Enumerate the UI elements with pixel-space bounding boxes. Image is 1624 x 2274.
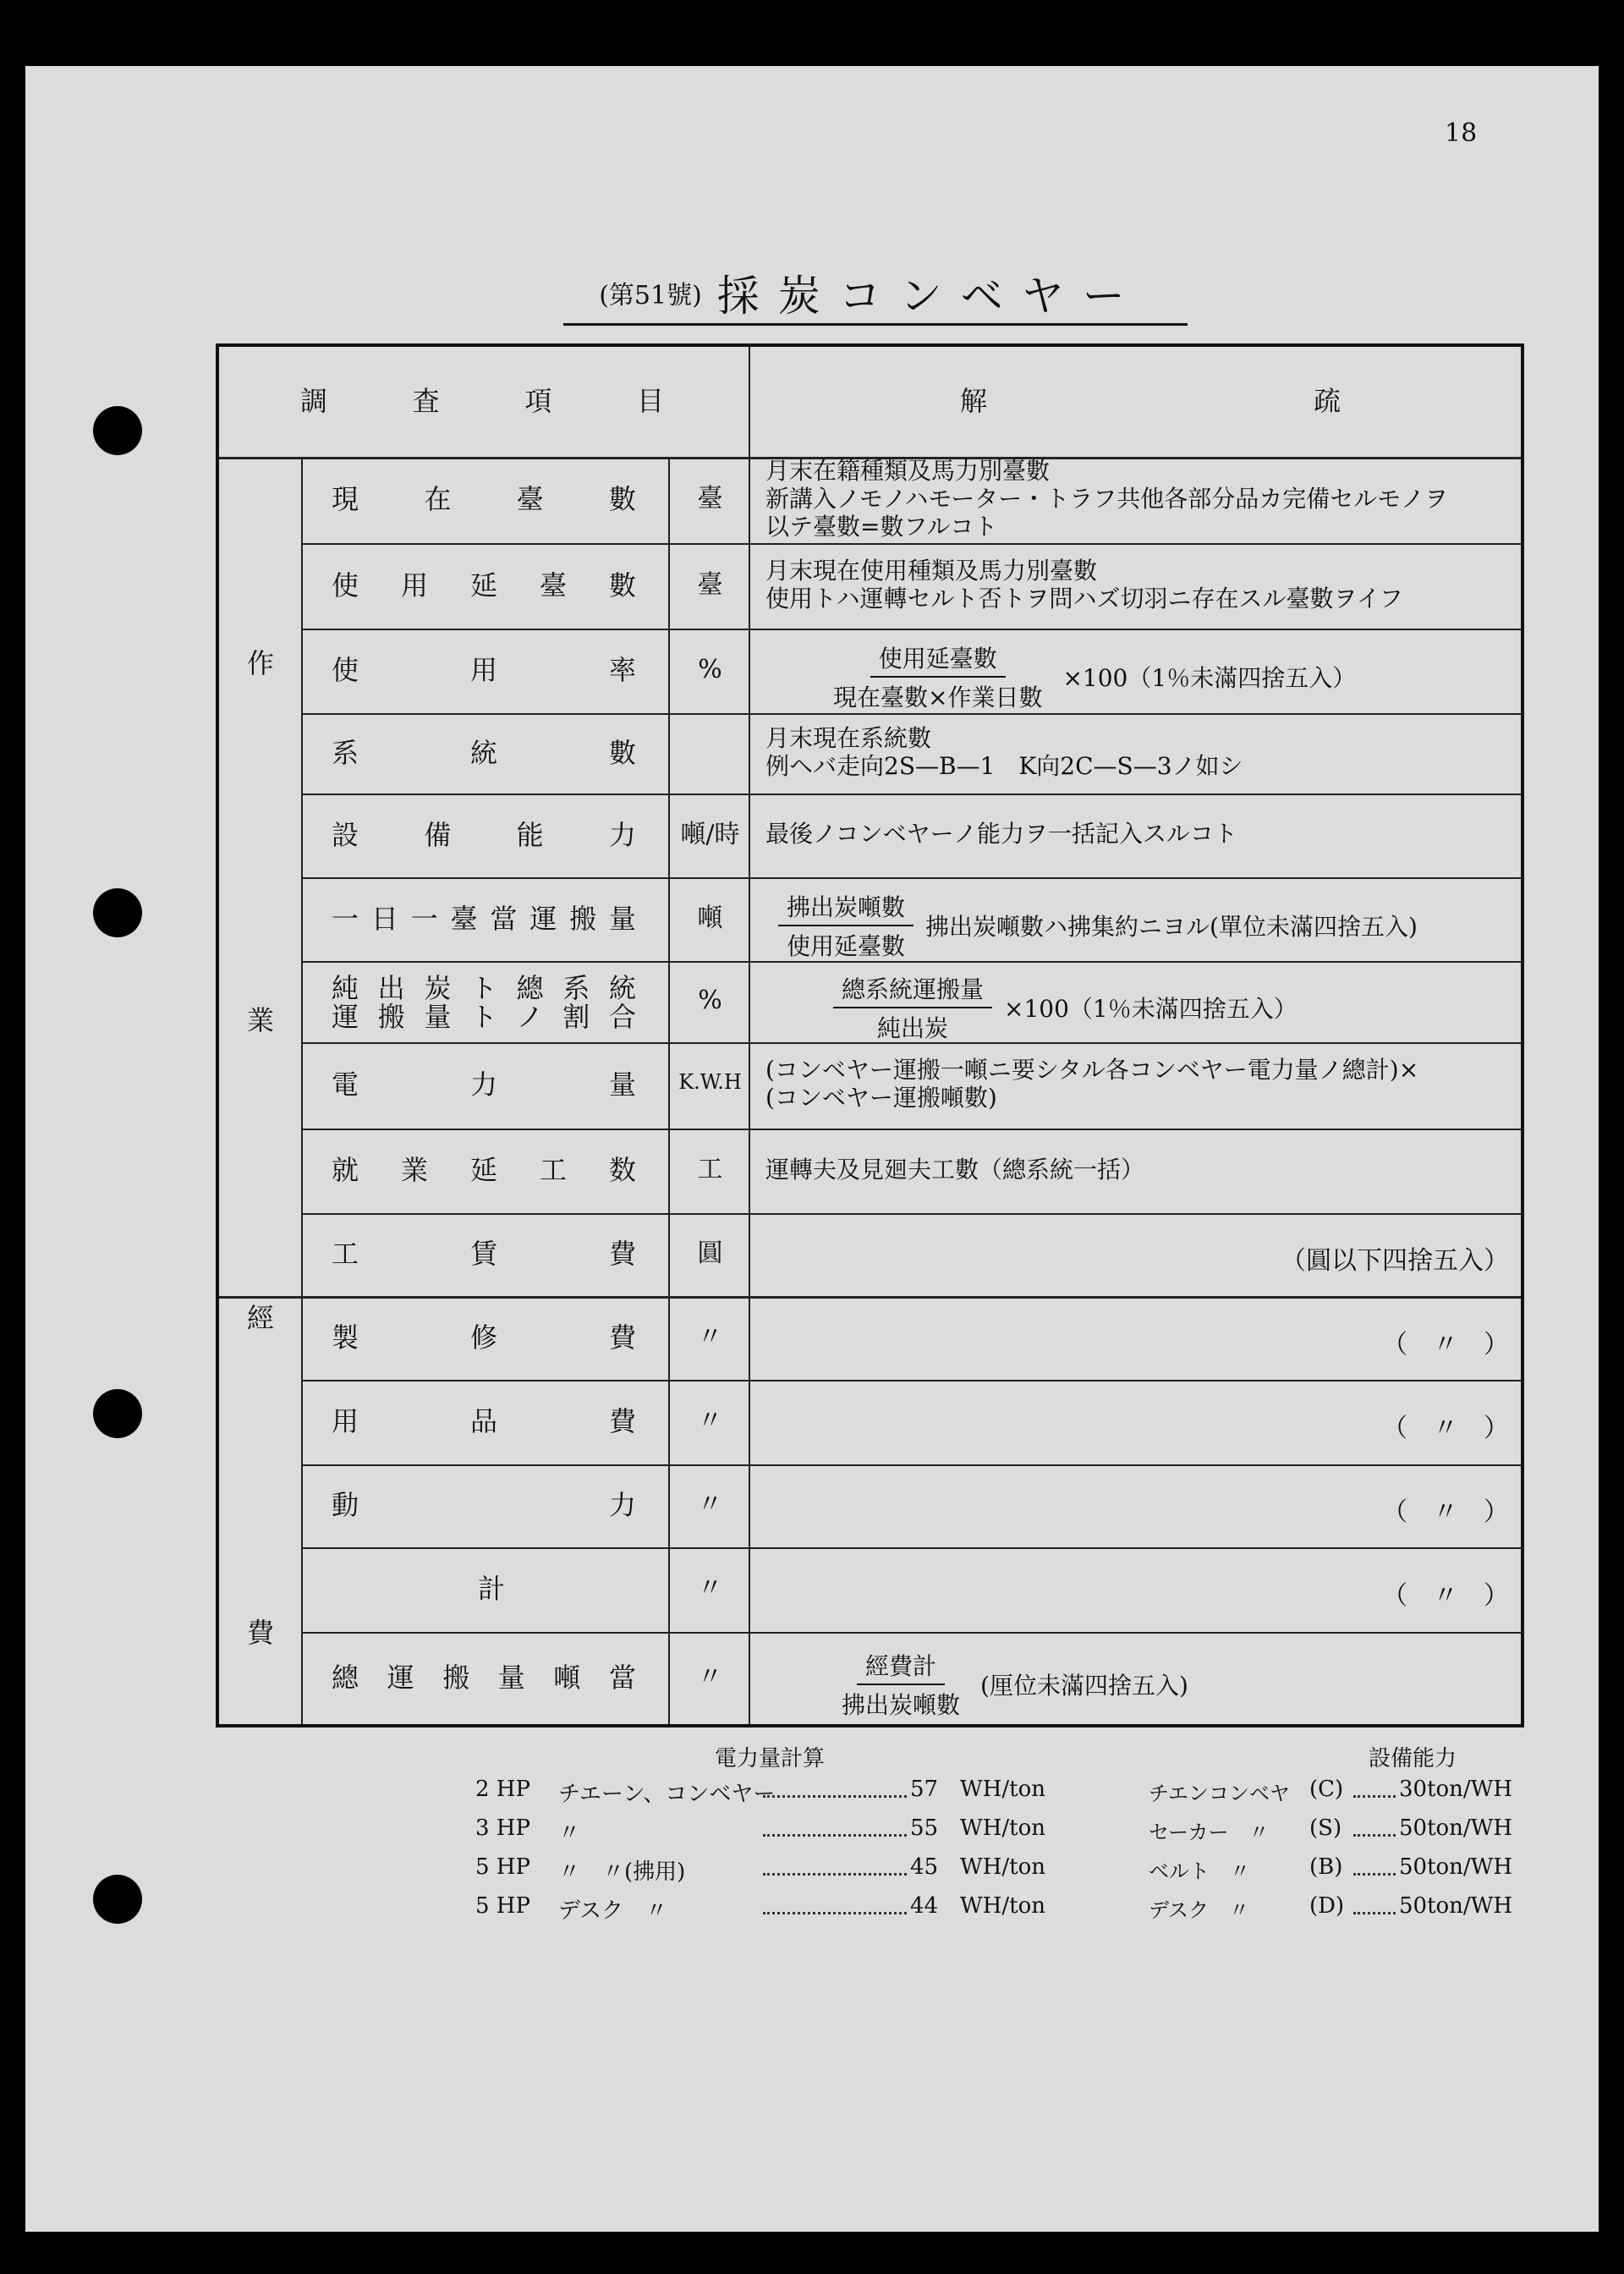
row-unit: % (698, 655, 722, 684)
punch-hole (93, 406, 142, 455)
fraction (825, 640, 1051, 713)
description-line: 以テ臺數=數フルコト (765, 512, 998, 541)
table-rule (301, 1129, 1521, 1130)
formula-note: ×100（1％未滿四捨五入） (1062, 664, 1357, 692)
capacity-title: 設備能力 (1369, 1746, 1457, 1771)
header-item: 調 査 項 目 (300, 385, 664, 417)
leader-dots (1353, 1895, 1396, 1914)
leader-dots (1353, 1817, 1396, 1837)
denominator: 使用延臺數 (787, 931, 906, 960)
row-unit: 噸 (697, 903, 723, 933)
page-number: 18 (1445, 118, 1478, 148)
page-title (558, 262, 1184, 323)
table-rule (301, 794, 1521, 795)
description-line: (コンベヤー運搬噸數) (765, 1084, 997, 1112)
power-hp: 3 HP (475, 1815, 530, 1841)
power-unit: WH/ton (960, 1854, 1046, 1880)
row-unit: % (698, 986, 722, 1015)
description-line: 月末現在系統數 (765, 723, 932, 752)
row-rounding-note: （ 〃 ） (1382, 1497, 1509, 1527)
row-unit: 圓 (697, 1239, 723, 1268)
table-rule (219, 1296, 1521, 1299)
row-unit: 〃 (697, 1574, 723, 1603)
leader-dots (763, 1856, 907, 1876)
row-label: 使 用 率 (332, 654, 636, 686)
row-label: 設 備 能 力 (332, 818, 636, 851)
row-rounding-note: （ 〃 ） (1382, 1329, 1509, 1359)
row-description (765, 557, 1403, 612)
capacity-equipment: チエンコンベヤ (1149, 1782, 1291, 1805)
power-unit: WH/ton (960, 1777, 1046, 1802)
row-label: 系 統 數 (332, 736, 636, 769)
capacity-code: (S) (1309, 1815, 1342, 1841)
description-line: 最後ノコンベヤーノ能力ヲ一括記入スルコト (765, 820, 1238, 848)
numerator: 經費計 (857, 1648, 945, 1685)
table-rule (301, 1213, 1521, 1215)
denominator: 現在臺數×作業日數 (833, 684, 1043, 711)
capacity-equipment: セーカー 〃 (1149, 1821, 1270, 1844)
capacity-code: (C) (1309, 1777, 1344, 1802)
row-unit: 臺 (697, 484, 723, 514)
row-description (765, 1056, 1418, 1112)
capacity-equipment: デスク 〃 (1149, 1898, 1250, 1922)
row-rounding-note: （ 〃 ） (1382, 1414, 1509, 1443)
power-hp: 5 HP (475, 1854, 530, 1880)
formula-note: 拂出炭噸數ハ拂集約ニヨル(單位未滿四捨五入) (925, 912, 1418, 941)
power-hp: 5 HP (475, 1893, 530, 1919)
fraction (833, 1648, 968, 1721)
power-equipment: チエーン、コンベヤー (558, 1782, 776, 1807)
power-hp: 2 HP (475, 1777, 530, 1802)
table-rule (301, 713, 1521, 715)
row-unit: 〃 (697, 1321, 723, 1352)
power-value: 55 (910, 1815, 939, 1841)
punch-hole (93, 1875, 142, 1924)
group-label: 作 (247, 647, 275, 679)
row-formula (778, 889, 1418, 962)
row-formula (833, 1648, 1188, 1721)
denominator: 拂出炭噸數 (842, 1690, 961, 1719)
row-label: 工 賃 費 (332, 1238, 636, 1270)
capacity-code: (B) (1309, 1854, 1343, 1880)
row-description (765, 1156, 1144, 1184)
table-rule (301, 1632, 1521, 1634)
power-unit: WH/ton (960, 1815, 1046, 1841)
group-label: 經 (247, 1302, 275, 1334)
description-line: 使用トハ運轉セルト否トヲ問ハズ切羽ニ存在スル臺數ヲイフ (765, 584, 1403, 612)
description-line: 新講入ノモノハモーター・トラフ共他各部分品カ完備セルモノヲ (765, 484, 1448, 513)
numerator: 總系統運搬量 (833, 971, 992, 1008)
row-label: 一 日 一 臺 當 運 搬 量 (332, 902, 636, 935)
row-label: 電 力 量 (332, 1068, 636, 1101)
power-value: 44 (910, 1893, 939, 1919)
power-value: 45 (910, 1854, 939, 1880)
row-description (765, 820, 1237, 848)
description-line: 月末現在使用種類及馬力別臺數 (765, 556, 1098, 585)
row-label: 純 出 炭 ト 總 系 統 (332, 972, 636, 1004)
punch-hole (93, 1389, 142, 1438)
numerator: 使用延臺數 (870, 640, 1006, 678)
row-label: 總 運 搬 量 噸 當 (332, 1661, 636, 1694)
capacity-value: 50ton/WH (1399, 1893, 1513, 1919)
power-value: 57 (910, 1777, 939, 1802)
row-rounding-note: （ 〃 ） (1382, 1581, 1509, 1611)
row-description (765, 457, 1448, 541)
power-equipment: 〃 (558, 1821, 581, 1846)
header-explanation: 解 疏 (960, 385, 1341, 417)
row-label: 動 力 (332, 1489, 636, 1521)
denominator: 純出炭 (877, 1014, 949, 1042)
group-label: 費 (247, 1617, 275, 1649)
row-unit: 臺 (697, 569, 723, 600)
punch-hole (93, 888, 142, 937)
description-line: 例ヘバ走向2S—B—1 K向2C—S—3ノ如シ (765, 751, 1243, 780)
table-rule (301, 1380, 1521, 1381)
row-unit: 〃 (697, 1490, 723, 1519)
group-label: 業 (247, 1004, 275, 1036)
power-equipment: デスク 〃 (558, 1898, 667, 1924)
row-unit: 噸/時 (680, 819, 740, 849)
row-formula (825, 640, 1356, 713)
row-label: 用 品 費 (332, 1405, 636, 1437)
row-label: 就 業 延 工 数 (332, 1154, 636, 1186)
leader-dots (763, 1778, 907, 1798)
capacity-value: 50ton/WH (1399, 1854, 1513, 1880)
capacity-equipment: ベルト 〃 (1149, 1859, 1250, 1883)
row-label: 現 在 臺 數 (332, 483, 636, 515)
table-rule (301, 877, 1521, 879)
row-unit: 〃 (697, 1662, 723, 1692)
table-rule (301, 457, 303, 1724)
power-equipment: 〃 〃(拂用) (558, 1859, 686, 1885)
survey-table (216, 343, 1524, 1727)
row-unit: K.W.H (678, 1070, 742, 1094)
power-calc-title: 電力量計算 (715, 1746, 826, 1771)
row-label: 製 修 費 (332, 1321, 636, 1354)
table-rule (301, 543, 1521, 545)
leader-dots (763, 1895, 907, 1914)
leader-dots (763, 1817, 907, 1837)
row-formula (833, 971, 1298, 1044)
description-line: 月末在籍種類及馬力別臺數 (765, 456, 1051, 485)
numerator: 拂出炭噸數 (778, 889, 914, 926)
table-rule (301, 1464, 1521, 1466)
row-label: 使 用 延 臺 數 (332, 568, 636, 601)
title-main: 採炭コンベヤー (716, 272, 1144, 321)
capacity-value: 30ton/WH (1399, 1777, 1513, 1802)
formula-note: ×100（1％未滿四捨五入） (1004, 995, 1298, 1023)
table-rule (301, 629, 1521, 630)
leader-dots (1353, 1778, 1396, 1798)
row-description (765, 724, 1243, 780)
row-unit: 〃 (697, 1406, 723, 1436)
capacity-code: (D) (1309, 1893, 1345, 1919)
formula-note: (厘位未滿四捨五入) (980, 1671, 1188, 1700)
row-unit: 工 (697, 1155, 723, 1184)
title-underline (563, 323, 1188, 326)
power-unit: WH/ton (960, 1893, 1046, 1919)
fraction (833, 971, 992, 1044)
table-rule (749, 347, 750, 457)
capacity-value: 50ton/WH (1399, 1815, 1513, 1841)
fraction (778, 889, 914, 962)
table-rule (301, 1547, 1521, 1549)
leader-dots (1353, 1856, 1396, 1876)
title-number: (第51號) (599, 281, 702, 310)
row-rounding-note: （圓以下四捨五入） (1281, 1246, 1509, 1276)
row-label: 運 搬 量 ト ノ 割 合 (332, 1001, 636, 1033)
row-label: 計 (478, 1573, 506, 1605)
description-line: 運轉夫及見廻夫工數（總系統一括） (765, 1155, 1145, 1184)
description-line: (コンベヤー運搬一噸ニ要シタル各コンベヤー電力量ノ總計)× (765, 1056, 1419, 1084)
